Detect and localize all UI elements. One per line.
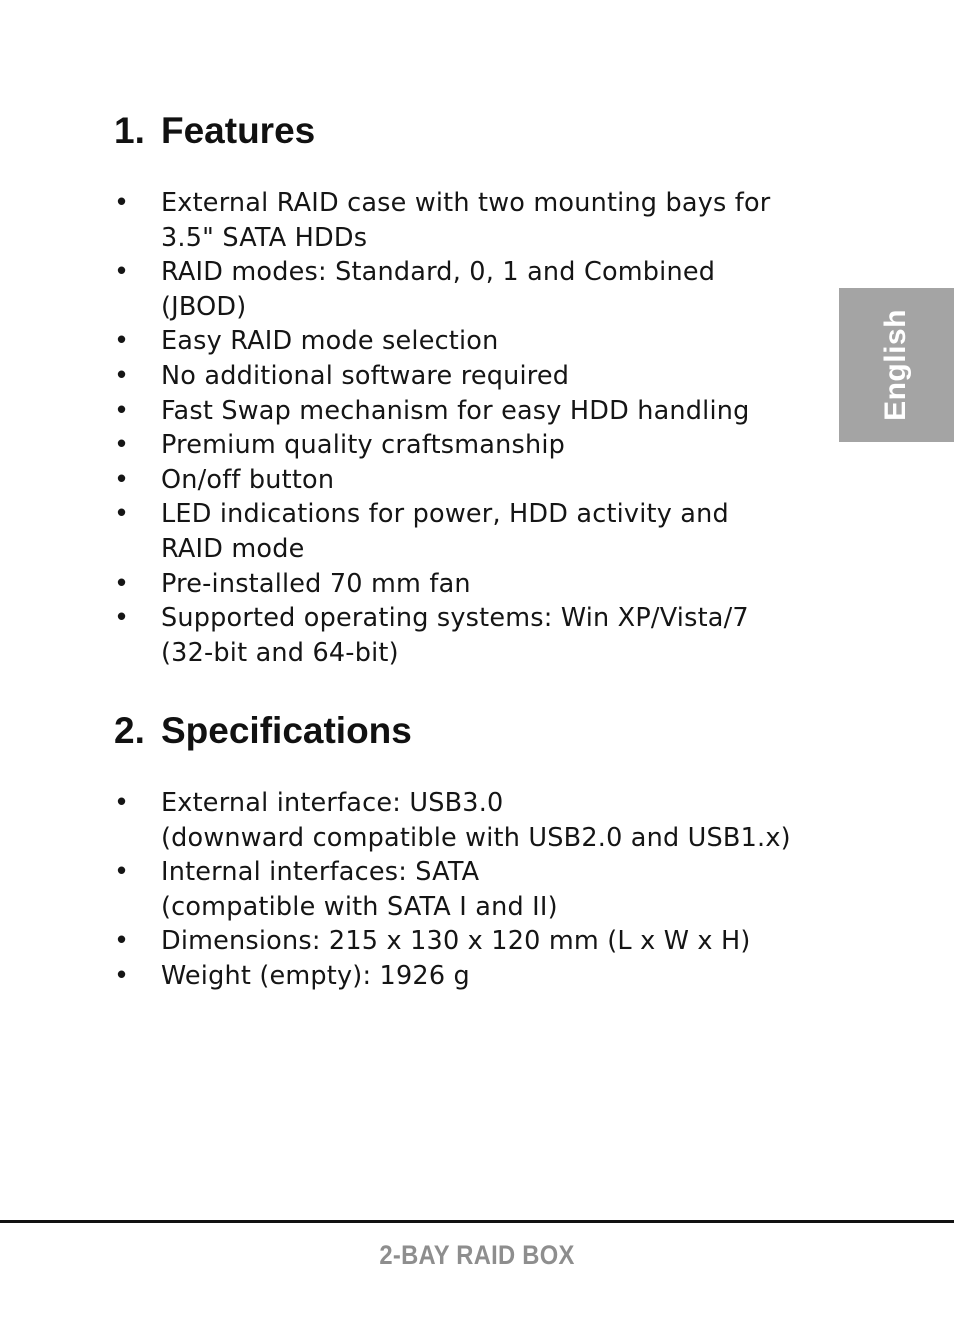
list-item — [114, 255, 834, 324]
bullet-icon: • — [114, 188, 130, 218]
list-item-text: Pre-installed 70 mm fan — [161, 568, 471, 599]
list-item-text: RAID mode — [161, 533, 305, 564]
list-item — [114, 428, 834, 463]
footer-divider — [0, 1220, 954, 1223]
bullet-icon: • — [114, 257, 130, 288]
list-item-text: (32-bit and 64-bit) — [161, 637, 399, 668]
list-item-text: 3.5" SATA HDDs — [161, 222, 368, 253]
list-item-text: (compatible with SATA I and II) — [161, 891, 558, 922]
list-item — [114, 186, 834, 255]
features-number: 1. — [114, 110, 145, 151]
bullet-icon: • — [114, 857, 130, 888]
bullet-icon: • — [114, 464, 130, 495]
list-item — [114, 359, 834, 394]
footer-product-title: 2-BAY RAID BOX — [379, 1240, 575, 1270]
list-item-text: Weight (empty): 1926 g — [161, 960, 470, 991]
bullet-icon: • — [114, 926, 130, 957]
list-item-text: (downward compatible with USB2.0 and USB1.x) — [161, 822, 791, 853]
bullet-icon: • — [114, 960, 130, 991]
list-item-text: Easy RAID mode selection — [161, 326, 499, 357]
list-item-text: Premium quality craftsmanship — [161, 430, 566, 461]
list-item — [114, 924, 834, 959]
list-item — [114, 855, 834, 924]
list-item-text: Internal interfaces: SATA — [161, 857, 480, 888]
list-item — [114, 959, 834, 994]
list-item-text: External interface: USB3.0 — [161, 788, 504, 818]
list-item — [114, 601, 834, 670]
features-heading — [114, 111, 315, 151]
specifications-heading — [114, 711, 412, 751]
list-item-text: RAID modes: Standard, 0, 1 and Combined — [161, 257, 716, 288]
bullet-icon: • — [114, 499, 130, 530]
language-tab-label: English — [879, 309, 912, 421]
list-item — [114, 786, 834, 855]
bullet-icon: • — [114, 788, 130, 818]
specifications-title: Specifications — [161, 710, 412, 751]
specifications-number: 2. — [114, 710, 145, 751]
list-item-text: On/off button — [161, 464, 335, 495]
bullet-icon: • — [114, 568, 130, 599]
list-item-text: (JBOD) — [161, 291, 247, 322]
list-item-text: External RAID case with two mounting bays for — [161, 188, 771, 218]
list-item — [114, 463, 834, 498]
list-item — [114, 567, 834, 602]
list-item — [114, 394, 834, 429]
bullet-icon: • — [114, 430, 130, 461]
list-item-text: Supported operating systems: Win XP/Vista/7 — [161, 603, 749, 634]
specifications-list — [114, 786, 834, 994]
features-list — [114, 186, 834, 670]
bullet-icon: • — [114, 603, 130, 634]
bullet-icon: • — [114, 395, 130, 426]
list-item-text: No additional software required — [161, 360, 570, 391]
list-item-text: LED indications for power, HDD activity and — [161, 499, 729, 530]
list-item — [114, 324, 834, 359]
list-item-text: Dimensions: 215 x 130 x 120 mm (L x W x H) — [161, 926, 751, 957]
list-item — [114, 497, 834, 566]
bullet-icon: • — [114, 326, 130, 357]
bullet-icon: • — [114, 360, 130, 391]
language-tab — [839, 288, 954, 442]
features-title: Features — [161, 110, 316, 151]
list-item-text: Fast Swap mechanism for easy HDD handling — [161, 395, 750, 426]
